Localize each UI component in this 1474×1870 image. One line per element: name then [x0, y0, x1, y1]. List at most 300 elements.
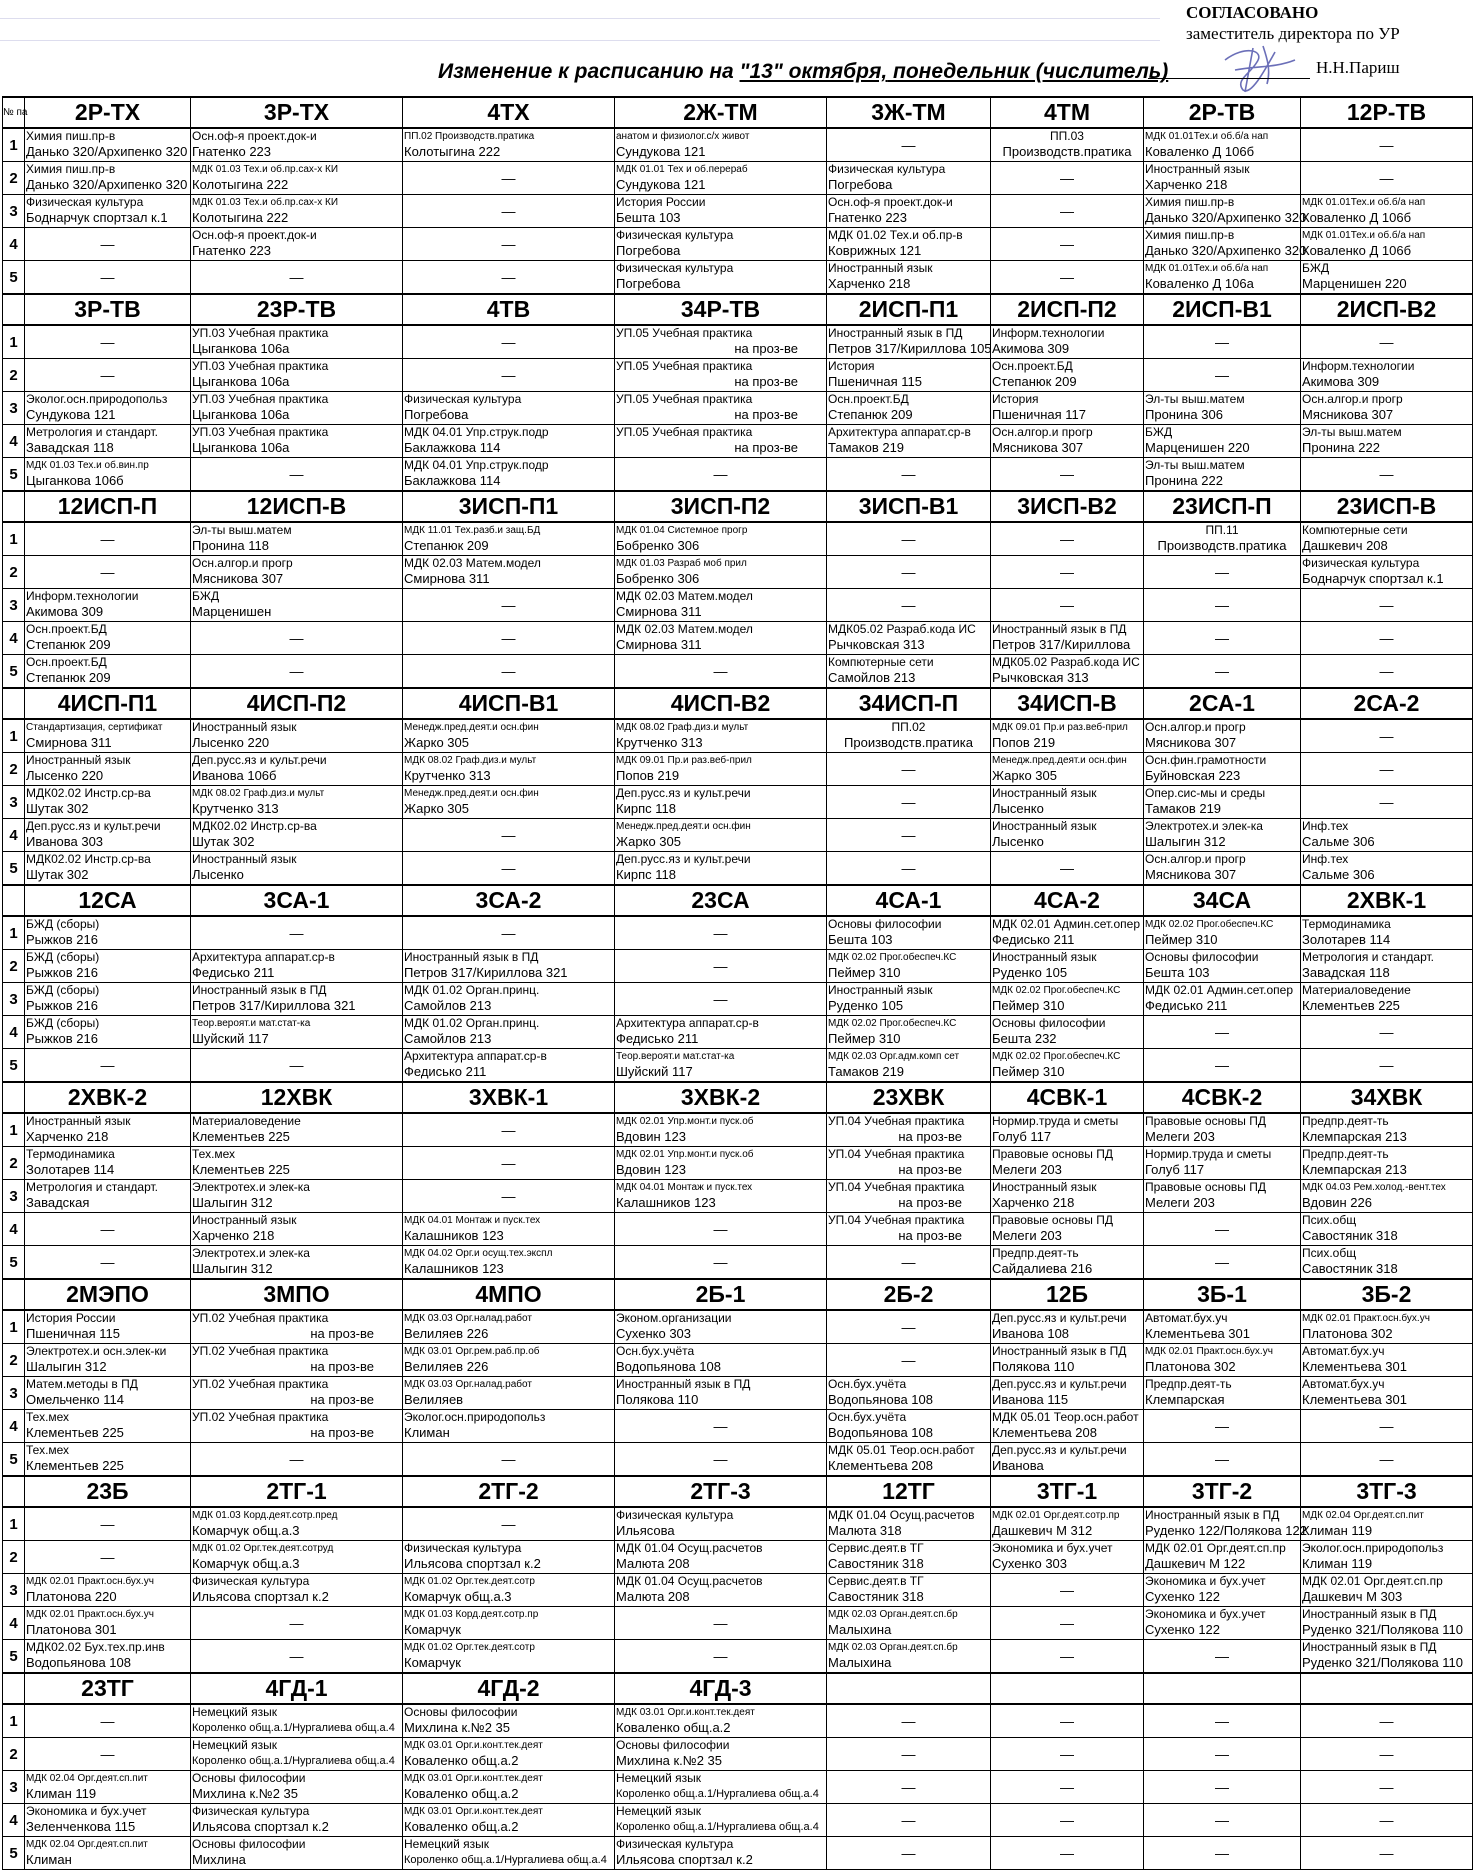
teacher-room: Золотарев 114 [26, 1162, 115, 1177]
subject: МДК 03.01 Орг.и.конт.тек.деят [404, 1806, 543, 1817]
teacher-room: Шутак 302 [26, 867, 89, 882]
group-name: 4СА-2 [991, 885, 1144, 916]
schedule-cell [191, 1507, 403, 1541]
subject: УП.03 Учебная практика [192, 359, 329, 373]
subject: Физическая культура [1302, 556, 1420, 570]
schedule-cell: — [1301, 458, 1473, 492]
schedule-row [3, 1507, 1473, 1541]
schedule-cell [615, 786, 827, 819]
subject: Предпр.деят-ть [992, 1246, 1079, 1260]
teacher-room: на проз-ве [734, 374, 798, 389]
teacher-room: Коваленко общ.а.2 [616, 1720, 731, 1735]
subject: УП.02 Учебная практика [192, 1311, 329, 1325]
schedule-cell [827, 162, 991, 195]
schedule-cell [1144, 916, 1301, 950]
group-name: 12СА [25, 885, 191, 916]
subject: Предпр.деят-ть [1145, 1377, 1232, 1391]
group-name: 4ТХ [403, 97, 615, 128]
subject: Осн.фин.грамотности [1145, 753, 1267, 767]
teacher-room: Водопьянова 108 [26, 1655, 131, 1670]
schedule-cell [1144, 228, 1307, 261]
schedule-cell [1144, 950, 1301, 983]
schedule-cell [615, 1574, 827, 1607]
subject: Немецкий язык [616, 1804, 702, 1818]
schedule-cell [25, 195, 191, 228]
schedule-cell: — [403, 1507, 615, 1541]
schedule-cell [403, 425, 615, 458]
teacher-room: Лысенко [992, 834, 1044, 849]
schedule-cell [615, 589, 827, 622]
schedule-cell: — [1301, 1016, 1473, 1049]
pair-number: 4 [3, 228, 25, 261]
subject: УП.04 Учебная практика [828, 1147, 965, 1161]
schedule-cell [1144, 522, 1301, 556]
teacher-room: Крутченко 313 [192, 801, 279, 816]
teacher-room: Комарчук [404, 1655, 461, 1670]
group-name: 4ГД-3 [615, 1673, 827, 1704]
teacher-room: Самойлов 213 [404, 998, 492, 1013]
group-header-row [3, 1279, 1473, 1310]
schedule-cell: — [191, 261, 403, 295]
teacher-room: Климан [404, 1425, 450, 1440]
schedule-cell: — [1301, 1410, 1473, 1443]
subject: Иностранный язык [992, 819, 1097, 833]
subject: Правовые основы ПД [992, 1213, 1113, 1227]
schedule-cell [1144, 1574, 1301, 1607]
pair-number-header [3, 1279, 25, 1310]
subject: Предпр.деят-ть [1302, 1147, 1389, 1161]
teacher-room: Дашкевич 208 [1302, 538, 1388, 553]
schedule-cell [25, 786, 191, 819]
subject: БЖД [1145, 425, 1173, 439]
teacher-room: Харченко 218 [26, 1129, 109, 1144]
schedule-row [3, 1541, 1473, 1574]
subject: МДК 02.01 Орг.деят.сотр.пр [992, 1510, 1120, 1521]
schedule-row [3, 1640, 1473, 1674]
schedule-cell [827, 425, 991, 458]
teacher-room: Кирпс 118 [616, 867, 676, 882]
pair-number: 2 [3, 753, 25, 786]
subject: МДК 01.01 Тех и об.перераб [616, 164, 748, 175]
group-name: 3ХВК-2 [615, 1082, 827, 1113]
teacher-room: Велиляев [404, 1392, 464, 1407]
pair-number: 3 [3, 786, 25, 819]
schedule-cell: — [827, 1310, 991, 1344]
subject: МДК 09.01 Пр.и раз.веб-прил [992, 722, 1128, 733]
teacher-room: Короленко общ.а.1/Нургалиева общ.а.4 [404, 1854, 607, 1866]
pair-number: 1 [3, 719, 25, 753]
schedule-cell: — [1144, 1443, 1301, 1477]
schedule-cell: — [827, 556, 991, 589]
teacher-room: Руденко 122/Полякова 122 [1145, 1523, 1307, 1538]
schedule-cell [191, 228, 403, 261]
schedule-cell [1301, 261, 1473, 295]
teacher-room: Попов 219 [992, 735, 1056, 750]
subject: УП.04 Учебная практика [828, 1180, 965, 1194]
teacher-room: Калашников 123 [404, 1228, 504, 1243]
group-name: 2Б-2 [827, 1279, 991, 1310]
teacher-room: Ильясова спортзал к.2 [404, 1556, 541, 1571]
teacher-room: Бобренко 306 [616, 538, 700, 553]
subject: МДК 04.01 Упр.струк.подр [404, 458, 549, 472]
schedule-cell [615, 753, 827, 786]
teacher-room: Ильясова [616, 1523, 675, 1538]
schedule-cell [827, 1049, 991, 1083]
subject: МДК 01.01Тех.и об.б/а нап [1302, 197, 1426, 208]
schedule-cell [25, 916, 191, 950]
schedule-cell: — [1144, 1016, 1301, 1049]
group-name: 4СВК-2 [1144, 1082, 1301, 1113]
subject: История [828, 359, 875, 373]
schedule-cell [25, 458, 191, 492]
subject: МДК 09.01 Пр.и раз.веб-прил [616, 755, 752, 766]
teacher-room: Петров 317/Кириллова [992, 637, 1131, 652]
teacher-room: Савостяник 318 [1302, 1228, 1398, 1243]
teacher-room: Шалыгин 312 [1145, 834, 1226, 849]
subject: Правовые основы ПД [992, 1147, 1113, 1161]
subject: Иностранный язык в ПД [1302, 1640, 1437, 1654]
teacher-room: Пеймер 310 [1145, 932, 1218, 947]
group-name: 12ИСП-В [191, 491, 403, 522]
schedule-cell [191, 983, 403, 1016]
subject: Термодинамика [26, 1147, 115, 1161]
group-header-row [3, 1082, 1473, 1113]
subject: УП.03 Учебная практика [192, 392, 329, 406]
schedule-cell: — [1144, 1213, 1301, 1246]
schedule-cell: — [827, 852, 991, 886]
subject: Правовые основы ПД [1145, 1114, 1266, 1128]
subject: МДК 02.01 Практ.осн.бух.уч [1145, 1346, 1273, 1357]
schedule-cell [25, 392, 191, 425]
schedule-cell: — [827, 1837, 991, 1870]
subject: Иностранный язык [26, 753, 131, 767]
schedule-cell [1144, 786, 1301, 819]
schedule-row [3, 719, 1473, 753]
subject: Иностранный язык в ПД [1145, 1508, 1280, 1522]
subject: Осн.алгор.и прогр [192, 556, 293, 570]
subject: Деп.русс.яз и культ.речи [26, 819, 161, 833]
schedule-row [3, 1016, 1473, 1049]
group-name: 3МПО [191, 1279, 403, 1310]
schedule-cell [615, 1738, 827, 1771]
subject: ПП.02 Производств.пратика [404, 131, 535, 142]
subject: МДК 03.01 Орг.рем.раб.пр.об [404, 1346, 540, 1357]
teacher-room: Бешта 103 [828, 932, 893, 947]
teacher-room: Пшеничная 117 [992, 407, 1087, 422]
title-date: "13" октября, [739, 60, 888, 83]
schedule-cell [25, 1344, 191, 1377]
schedule-cell [827, 916, 991, 950]
subject: МДК02.02 Бух.тех.пр.инв [26, 1640, 165, 1654]
teacher-room: Цыганкова 106а [192, 341, 290, 356]
group-name: 3Б-2 [1301, 1279, 1473, 1310]
group-name: 3Р-ТХ [191, 97, 403, 128]
group-header-row [3, 1476, 1473, 1507]
schedule-cell: — [615, 458, 827, 492]
schedule-cell [191, 359, 403, 392]
schedule-cell [615, 195, 827, 228]
teacher-room: Малюта 208 [616, 1556, 690, 1571]
schedule-cell: — [403, 1443, 615, 1477]
pair-number: 5 [3, 852, 25, 886]
subject: МДК 02.01 Орг.деят.сп.пр [1302, 1574, 1443, 1588]
subject: Иностранный язык в ПД [828, 326, 963, 340]
teacher-room: Шуйский 117 [616, 1064, 693, 1079]
subject: Основы философии [616, 1738, 730, 1752]
schedule-cell [25, 1804, 191, 1837]
teacher-room: Степанюк 209 [26, 637, 111, 652]
page-title [438, 60, 1168, 84]
schedule-row [3, 852, 1473, 886]
teacher-room: Малюта 208 [616, 1589, 690, 1604]
schedule-cell [1301, 1640, 1473, 1674]
schedule-cell [1301, 852, 1473, 886]
group-name: 34ИСП-П [827, 688, 991, 719]
teacher-room: Данько 320/Архипенко 320 [1145, 210, 1307, 225]
schedule-cell: — [615, 1213, 827, 1246]
subject: МДК 01.03 Тех.и об.вин.пр [26, 460, 149, 471]
subject: МДК 03.03 Орг.налад.работ [404, 1313, 532, 1324]
schedule-cell [1144, 852, 1301, 886]
schedule-cell [191, 1804, 403, 1837]
teacher-room: Савостяник 318 [828, 1589, 924, 1604]
group-name: 3СА-1 [191, 885, 403, 916]
schedule-cell [25, 1147, 191, 1180]
group-name: 4СА-1 [827, 885, 991, 916]
teacher-room: Сальме 306 [1302, 834, 1375, 849]
teacher-room: Малыхина [828, 1622, 892, 1637]
subject: Экономика и бух.учет [1145, 1574, 1266, 1588]
schedule-cell [827, 983, 991, 1016]
teacher-room: Колотыгина 222 [192, 210, 289, 225]
schedule-cell: — [615, 916, 827, 950]
teacher-room: Дашкевич М 312 [992, 1523, 1093, 1538]
schedule-cell [25, 819, 191, 852]
pair-number-header: № па [3, 97, 25, 128]
schedule-cell: — [191, 1640, 403, 1674]
schedule-cell [615, 1310, 827, 1344]
subject: МДК 01.04 Осущ.расчетов [616, 1574, 763, 1588]
subject: Архитектура аппарат.ср-в [828, 425, 971, 439]
subject: Менедж.пред.деят.и осн.фин [616, 821, 751, 832]
teacher-room: Петров 317/Кириллова 321 [404, 965, 568, 980]
schedule-cell: — [1301, 1771, 1473, 1804]
schedule-cell [991, 753, 1144, 786]
schedule-cell: — [25, 1246, 191, 1280]
subject: Компютерные сети [828, 655, 934, 669]
title-day: понедельник (числитель) [887, 60, 1169, 83]
teacher-room: Омельченко 114 [26, 1392, 124, 1407]
schedule-cell: — [1144, 325, 1301, 359]
schedule-cell [1144, 195, 1307, 228]
subject: Немецкий язык [616, 1771, 702, 1785]
schedule-cell [991, 622, 1144, 655]
schedule-cell [1301, 1246, 1473, 1280]
schedule-cell: — [1144, 655, 1301, 689]
schedule-cell [1301, 1507, 1473, 1541]
teacher-room: Федисько 211 [404, 1064, 487, 1079]
subject: МДК 02.03 Матем.модел [616, 622, 753, 636]
pair-number: 3 [3, 195, 25, 228]
schedule-cell [991, 786, 1144, 819]
group-name: 34Р-ТВ [615, 294, 827, 325]
subject: МДК 03.03 Орг.налад.работ [404, 1379, 532, 1390]
pair-number-header [3, 688, 25, 719]
pair-number: 2 [3, 1344, 25, 1377]
schedule-cell: — [615, 1410, 827, 1443]
group-name: 23ХВК [827, 1082, 991, 1113]
schedule-cell [25, 128, 191, 162]
group-name: 2ИСП-В2 [1301, 294, 1473, 325]
schedule-cell: — [403, 359, 615, 392]
subject: Осн.проект.БД [992, 359, 1073, 373]
schedule-row [3, 1377, 1473, 1410]
schedule-cell: — [25, 1049, 191, 1083]
pair-number: 2 [3, 1738, 25, 1771]
subject: Физическая культура [26, 195, 144, 209]
subject: Эл-ты выш.матем [1302, 425, 1402, 439]
schedule-cell [1144, 425, 1301, 458]
subject: МДК 02.03 Орган.деят.сп.бр [828, 1609, 958, 1620]
schedule-cell [25, 1377, 191, 1410]
schedule-cell [1301, 1180, 1473, 1213]
pair-number-header [3, 1476, 25, 1507]
subject: МДК 01.03 Тех.и об.пр.сах-х КИ [192, 197, 339, 208]
schedule-cell [403, 458, 615, 492]
schedule-cell [991, 1049, 1144, 1083]
teacher-room: Гнатенко 223 [192, 243, 272, 258]
schedule-cell: — [25, 261, 191, 295]
subject: Химия пиш.пр-в [1145, 195, 1235, 209]
subject: МДК 11.01 Тех.разб.и защ.БД [404, 525, 541, 536]
schedule-row [3, 1049, 1473, 1083]
schedule-cell: — [1301, 128, 1473, 162]
schedule-cell: — [25, 1704, 191, 1738]
pair-number: 5 [3, 1837, 25, 1870]
schedule-cell: — [991, 1837, 1144, 1870]
teacher-room: Коваленко общ.а.2 [404, 1753, 519, 1768]
schedule-cell [191, 1180, 403, 1213]
subject: Метрология и стандарт. [26, 425, 158, 439]
schedule-cell: — [615, 655, 827, 689]
subject: Осн.проект.БД [26, 655, 107, 669]
subject: МДК 02.04 Орг.деят.сп.пит [1302, 1510, 1424, 1521]
teacher-room: Иванова 303 [26, 834, 104, 849]
teacher-room: Производств.пратика [1157, 538, 1287, 553]
schedule-cell [1144, 983, 1301, 1016]
schedule-cell [827, 622, 991, 655]
group-name [827, 1673, 991, 1704]
subject: Материаловедение [192, 1114, 301, 1128]
subject: МДК 02.01 Орг.деят.сп.пр [1145, 1541, 1286, 1555]
schedule-cell: — [1301, 589, 1473, 622]
schedule-cell [827, 1443, 991, 1477]
schedule-cell: — [25, 1213, 191, 1246]
schedule-cell [991, 1443, 1144, 1477]
schedule-cell [403, 1410, 615, 1443]
subject: Основы философии [992, 1016, 1106, 1030]
teacher-room: Колотыгина 222 [192, 177, 289, 192]
pair-number: 2 [3, 359, 25, 392]
schedule-cell [1301, 228, 1473, 261]
subject: Иностранный язык в ПД [992, 622, 1127, 636]
teacher-room: Колотыгина 222 [404, 144, 501, 159]
teacher-room: Бешта 103 [616, 210, 681, 225]
pair-number: 4 [3, 1410, 25, 1443]
group-name: 3ИСП-П1 [403, 491, 615, 522]
subject: Деп.русс.яз и культ.речи [992, 1377, 1127, 1391]
subject: Материаловедение [1302, 983, 1411, 997]
schedule-cell: — [827, 589, 991, 622]
teacher-room: Сундукова 121 [616, 144, 706, 159]
teacher-room: Шалыгин 312 [192, 1195, 273, 1210]
schedule-cell [827, 1113, 991, 1147]
subject: УП.02 Учебная практика [192, 1410, 329, 1424]
subject: Химия пиш.пр-в [1145, 228, 1235, 242]
schedule-cell [615, 622, 827, 655]
schedule-cell [615, 1704, 827, 1738]
teacher-room: Вдовин 123 [616, 1162, 686, 1177]
teacher-room: Производств.пратика [844, 735, 973, 750]
schedule-row [3, 1771, 1473, 1804]
teacher-room: Климан 119 [26, 1786, 97, 1801]
schedule-row [3, 359, 1473, 392]
schedule-cell [991, 1147, 1144, 1180]
teacher-room: Жарко 305 [404, 735, 469, 750]
subject: Немецкий язык [404, 1837, 490, 1851]
teacher-room: Комарчук общ.а.3 [192, 1523, 300, 1538]
schedule-row [3, 556, 1473, 589]
group-header-row [3, 1673, 1473, 1704]
subject: Осн.алгор.и прогр [992, 425, 1093, 439]
schedule-row [3, 1738, 1473, 1771]
schedule-cell [827, 1410, 991, 1443]
schedule-table [2, 96, 1473, 1870]
schedule-row [3, 425, 1473, 458]
teacher-room: Пронина 222 [1302, 440, 1380, 455]
subject: БЖД (сборы) [26, 1016, 100, 1030]
group-name [991, 1673, 1144, 1704]
schedule-cell [25, 983, 191, 1016]
schedule-cell [25, 162, 191, 195]
pair-number-header [3, 491, 25, 522]
subject: УП.05 Учебная практика [616, 326, 753, 340]
group-name: 23Б [25, 1476, 191, 1507]
schedule-cell: — [827, 1246, 991, 1280]
subject: Инф.тех [1302, 852, 1349, 866]
subject: Осн.бух.учёта [828, 1377, 907, 1391]
subject: Эколог.осн.природопольз [404, 1410, 546, 1424]
subject: БЖД [192, 589, 220, 603]
subject: Эколог.осн.природопольз [1302, 1541, 1444, 1555]
teacher-room: Сухенко 303 [992, 1556, 1068, 1571]
teacher-room: Коваленко Д 106б [1302, 210, 1412, 225]
teacher-room: Харченко 218 [992, 1195, 1075, 1210]
teacher-room: на проз-ве [898, 1195, 962, 1210]
subject: Деп.русс.яз и культ.речи [192, 753, 327, 767]
schedule-cell: — [991, 1804, 1144, 1837]
schedule-cell [25, 1310, 191, 1344]
group-name: 3ТГ-1 [991, 1476, 1144, 1507]
teacher-room: Степанюк 209 [828, 407, 913, 422]
schedule-row [3, 261, 1473, 295]
schedule-cell [25, 719, 191, 753]
schedule-cell [191, 128, 403, 162]
teacher-room: Михлина к.№2 35 [404, 1720, 511, 1735]
group-name: 4ГД-2 [403, 1673, 615, 1704]
schedule-cell: — [1144, 1804, 1301, 1837]
subject: Информ.технологии [26, 589, 139, 603]
